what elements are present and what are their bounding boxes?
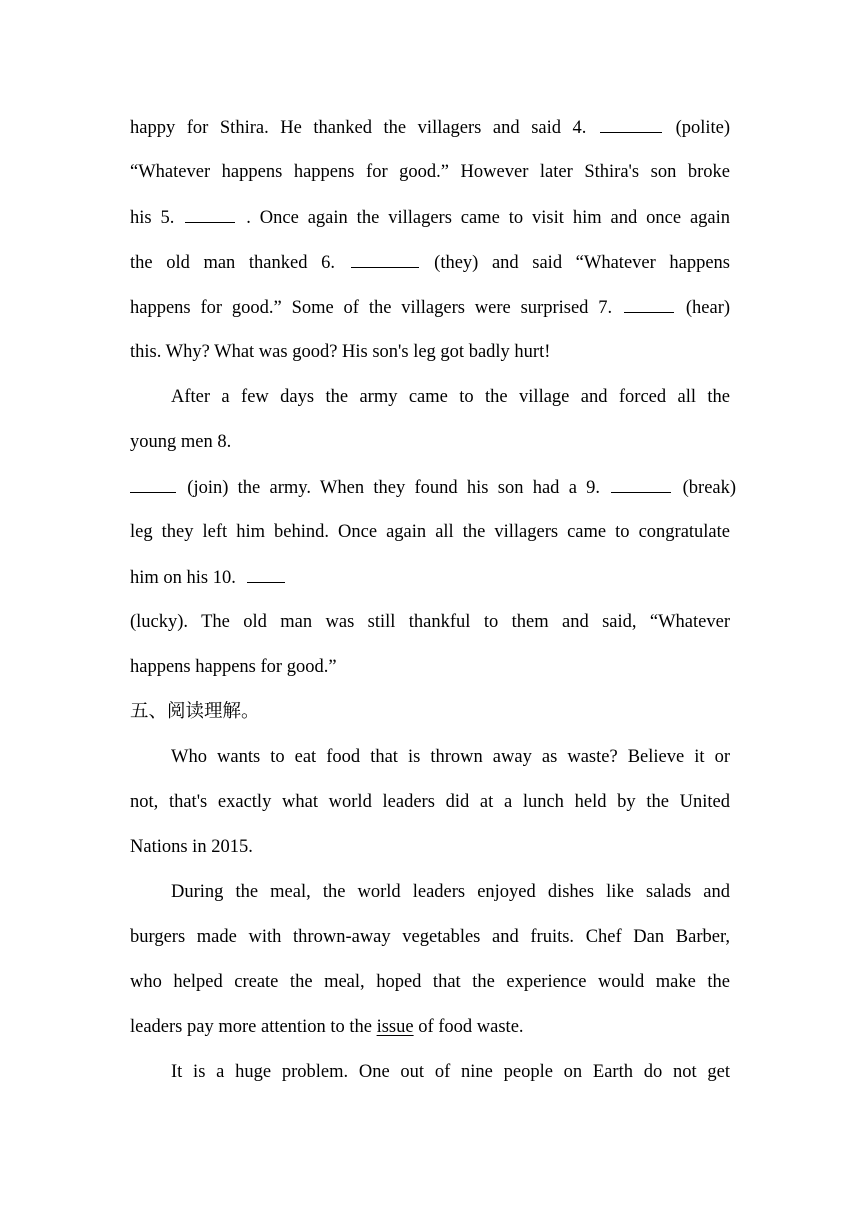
reading-p1-line-2: not, that's exactly what world leaders did at a lunch held by the United xyxy=(130,792,730,812)
reading-p2-line-1: During the meal, the world leaders enjoyed dishes like salads and xyxy=(171,882,730,902)
cloze-line-12: (lucky). The old man was still thankful to them and said, “Whatever xyxy=(130,612,730,632)
reading-p3-line-1: It is a huge problem. One out of nine people on Earth do not get xyxy=(171,1062,730,1082)
cloze-line-2: “Whatever happens happens for good.” However later Sthira's son broke xyxy=(130,162,730,182)
section-heading: 五、阅读理解。 xyxy=(130,702,260,722)
cloze-line-9: (join) the army. When they found his son had a 9. (break) xyxy=(130,475,736,500)
cloze-line-7: After a few days the army came to the village and forced all the xyxy=(171,387,730,407)
reading-p2-line-4: leaders pay more attention to the issue of food waste. xyxy=(130,1017,524,1037)
blank-9[interactable] xyxy=(611,475,671,493)
cloze-line-6: this. Why? What was good? His son's leg got badly hurt! xyxy=(130,342,551,362)
cloze-line-13: happens happens for good.” xyxy=(130,657,337,677)
underlined-word-issue: issue xyxy=(376,1017,414,1037)
cloze-line-11: him on his 10. xyxy=(130,565,730,590)
cloze-line-10: leg they left him behind. Once again all the villagers came to congratulate xyxy=(130,522,730,542)
cloze-line-3: his 5. . Once again the villagers came to visit him and once again xyxy=(130,205,730,230)
blank-5[interactable] xyxy=(185,205,235,223)
blank-7[interactable] xyxy=(624,295,674,313)
blank-4[interactable] xyxy=(600,115,662,133)
reading-p2-line-2: burgers made with thrown-away vegetables and fruits. Chef Dan Barber, xyxy=(130,927,730,947)
reading-p1-line-3: Nations in 2015. xyxy=(130,837,253,857)
cloze-line-5: happens for good.” Some of the villagers were surprised 7. (hear) xyxy=(130,295,730,320)
blank-6[interactable] xyxy=(351,250,419,268)
blank-8[interactable] xyxy=(130,475,176,493)
cloze-line-4: the old man thanked 6. (they) and said “Whatever happens xyxy=(130,250,730,275)
cloze-line-8: young men 8. xyxy=(130,432,232,452)
cloze-line-1: happy for Sthira. He thanked the villagers and said 4. (polite) xyxy=(130,115,730,140)
blank-10[interactable] xyxy=(247,565,285,583)
reading-p2-line-3: who helped create the meal, hoped that the experience would make the xyxy=(130,972,730,992)
reading-p1-line-1: Who wants to eat food that is thrown away as waste? Believe it or xyxy=(171,747,730,767)
